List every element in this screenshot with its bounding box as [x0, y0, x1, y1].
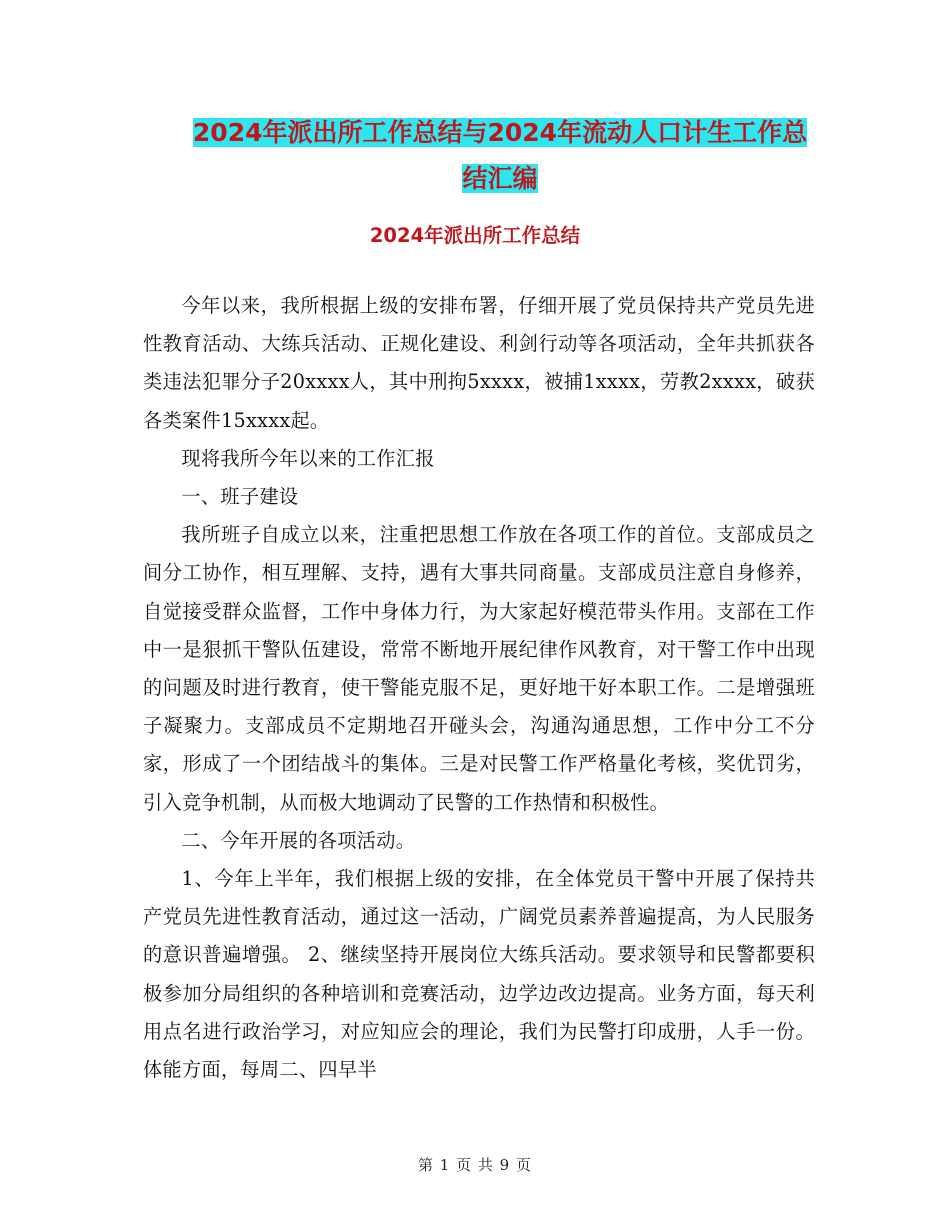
- document-main-title: [140, 110, 860, 202]
- main-title-line-2: 结汇编: [462, 164, 538, 193]
- document-body: [143, 287, 815, 1089]
- page-number-footer: 第 1 页 共 9 页: [418, 1156, 532, 1174]
- body-paragraph: 我所班子自成立以来，注重把思想工作放在各项工作的首位。支部成员之间分工协作，相互理解、支持，遇有大事共同商量。支部成员注意自身修养，自觉接受群众监督，工作中身体力行，为大家起好模范带头作用。支部在工作中一是狠抓干警队伍建设，常常不断地开展纪律作风教育，对干警工作中出现的问题及时进行教育，使干警能克服不足，更好地干好本职工作。二是增强班子凝聚力。支部成员不定期地召开碰头会，沟通沟通思想，工作中分工不分家，形成了一个团结战斗的集体。三是对民警工作严格量化考核，奖优罚劣，引入竞争机制，从而极大地调动了民警的工作热情和积极性。: [143, 523, 815, 814]
- section-heading: 一、班子建设: [181, 485, 299, 509]
- body-paragraph: 现将我所今年以来的工作汇报: [181, 446, 435, 470]
- body-paragraph: 今年以来，我所根据上级的安排布署，仔细开展了党员保持共产党员先进性教育活动、大练兵活动、正规化建设、利剑行动等各项活动，全年共抓获各类违法犯罪分子20xxxx人，其中刑拘5xxxx，被捕1xxxx，劳教2xxxx，破获各类案件15xxxx起。: [143, 294, 815, 432]
- main-title-line-1: 2024年派出所工作总结与2024年流动人口计生工作总: [192, 118, 808, 147]
- body-paragraph: 1、今年上半年，我们根据上级的安排，在全体党员干警中开展了保持共产党员先进性教育活动，通过这一活动，广阔党员素养普遍提高，为人民服务的意识普遍增强。 2、继续坚持开展岗位大练兵活动。要求领导和民警都要积极参加分局组织的各种培训和竞赛活动，边学边改边提高。业务方面，每天利用点名进行政治学习，对应知应会的理论，我们为民警打印成册，人手一份。体能方面，每周二、四早半: [143, 867, 815, 1082]
- section-heading: 二、今年开展的各项活动。: [181, 828, 416, 852]
- section-title: 2024年派出所工作总结: [369, 224, 581, 247]
